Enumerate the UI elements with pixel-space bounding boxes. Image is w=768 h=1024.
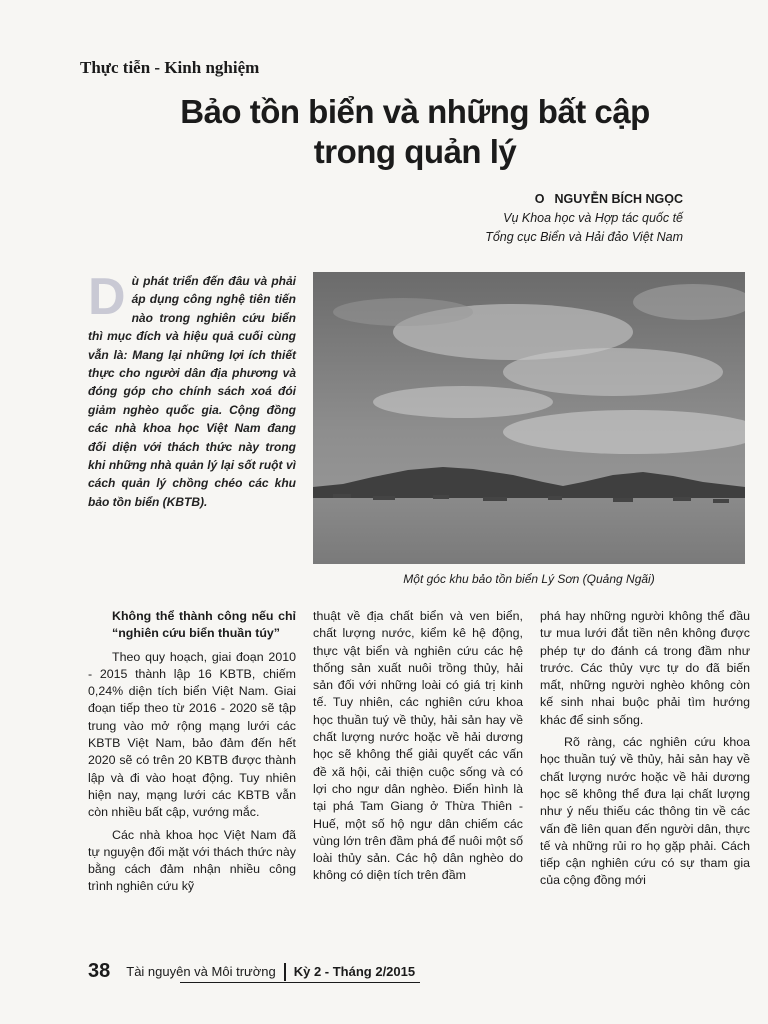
footer-divider bbox=[284, 963, 286, 981]
seascape-image bbox=[313, 272, 745, 564]
author-name: NGUYỄN BÍCH NGỌC bbox=[554, 192, 683, 206]
page-number: 38 bbox=[88, 960, 111, 982]
affiliation-2: Tổng cục Biển và Hải đảo Việt Nam bbox=[485, 230, 683, 244]
body-column-2 bbox=[313, 608, 523, 890]
body-column-3 bbox=[540, 608, 750, 895]
title-line-2: trong quản lý bbox=[313, 133, 517, 170]
affiliation-1: Vụ Khoa học và Hợp tác quốc tế bbox=[503, 211, 683, 225]
footer-rule bbox=[180, 982, 420, 983]
body-paragraph: phá hay những người không thể đầu tư mua lưới đắt tiền nên không được phép tự do đánh cá trong đầm như trước. Các thủy vực tự do đã biến mất, những người nghèo không còn kế sinh nhai buộc phải tìm hướng khác để sinh sống. bbox=[540, 609, 750, 727]
body-paragraph: thuật về địa chất biển và ven biển, chất lượng nước, kiểm kê hệ động, thực vật biển và nghiên cứu các hệ thống sản xuất nuôi trồng thủy, hải sản đối với những loài có giá trị kinh tế. Tuy nhiên, các nghiên cứu khoa học thuần tuý về thủy, hải sản hay về chất lượng nước hoặc về hải dương học sẽ không thể giải quyết các vấn đề xã hội, cải thiện cuộc sống và có lợi cho ngư dân nghèo. Điển hình là tại phá Tam Giang ở Thừa Thiên - Huế, một số hộ ngư dân chiếm các vùng lớn trên đầm phá để nuôi một số loài thủy sản. Các hộ dân nghèo do không có diện tích trên đầm bbox=[313, 609, 523, 883]
photo-caption: Một góc khu bảo tồn biển Lý Sơn (Quảng Ngãi) bbox=[403, 572, 655, 586]
lead-text: ù phát triển đến đâu và phải áp dụng công nghệ tiên tiến nào trong nghiên cứu biển thì mục đích và hiệu quả cuối cùng vẫn là: Mang lại những lợi ích thiết thực cho người dân địa phương và đóng góp cho chính sách xoá đói giảm nghèo quốc gia. Cộng đồng các nhà khoa học Việt Nam đang đối diện với thách thức này trong khi những nhà quản lý lại sốt ruột vì cách quản lý chồng chéo các khu bảo tồn biển (KBTB). bbox=[88, 274, 296, 509]
subheading: Không thể thành công nếu chỉ “nghiên cứu biển thuần túy” bbox=[112, 609, 296, 641]
section-label: Thực tiễn - Kinh nghiệm bbox=[80, 58, 260, 77]
article-title bbox=[120, 92, 710, 172]
page-footer bbox=[88, 960, 415, 983]
body-column-1 bbox=[88, 608, 296, 901]
body-paragraph: Các nhà khoa học Việt Nam đã tự nguyện đối mặt với thách thức này bằng cách đảm nhận nhiều công trình nghiên cứu kỹ bbox=[88, 827, 296, 894]
drop-cap: D bbox=[88, 268, 126, 326]
issue-info: Kỳ 2 - Tháng 2/2015 bbox=[293, 964, 416, 979]
journal-name: Tài nguyên và Môi trường bbox=[126, 964, 276, 979]
author-bullet-icon: O bbox=[534, 192, 545, 206]
body-paragraph: Rõ ràng, các nghiên cứu khoa học thuần tuý về thủy, hải sản hay về chất lượng nước hoặc về hải dương học sẽ không thể đưa lại chất lượng như ý nếu thiếu các thông tin về các vấn đề liên quan đến người dân, thực tế và những rủi ro họ gặp phải. Cách tiếp cận nghiên cứu có sự tham gia của cộng đồng mới bbox=[540, 735, 750, 888]
body-paragraph: Theo quy hoạch, giai đoạn 2010 - 2015 thành lập 16 KBTB, chiếm 0,24% diện tích biển Việt Nam. Giai đoạn tiếp theo từ 2016 - 2020 sẽ tập trung vào mở rộng mạng lưới các KBTB Việt Nam, bảo đảm đến hết 2020 sẽ có trên 20 KBTB được thành lập và đi vào hoạt động. Tuy nhiên hiện nay, mạng lưới các KBTB vẫn còn nhiều bất cập, vướng mắc. bbox=[88, 649, 296, 820]
article-photo bbox=[313, 272, 745, 564]
byline bbox=[485, 190, 683, 247]
lead-paragraph bbox=[88, 268, 296, 511]
title-line-1: Bảo tồn biển và những bất cập bbox=[180, 93, 650, 130]
